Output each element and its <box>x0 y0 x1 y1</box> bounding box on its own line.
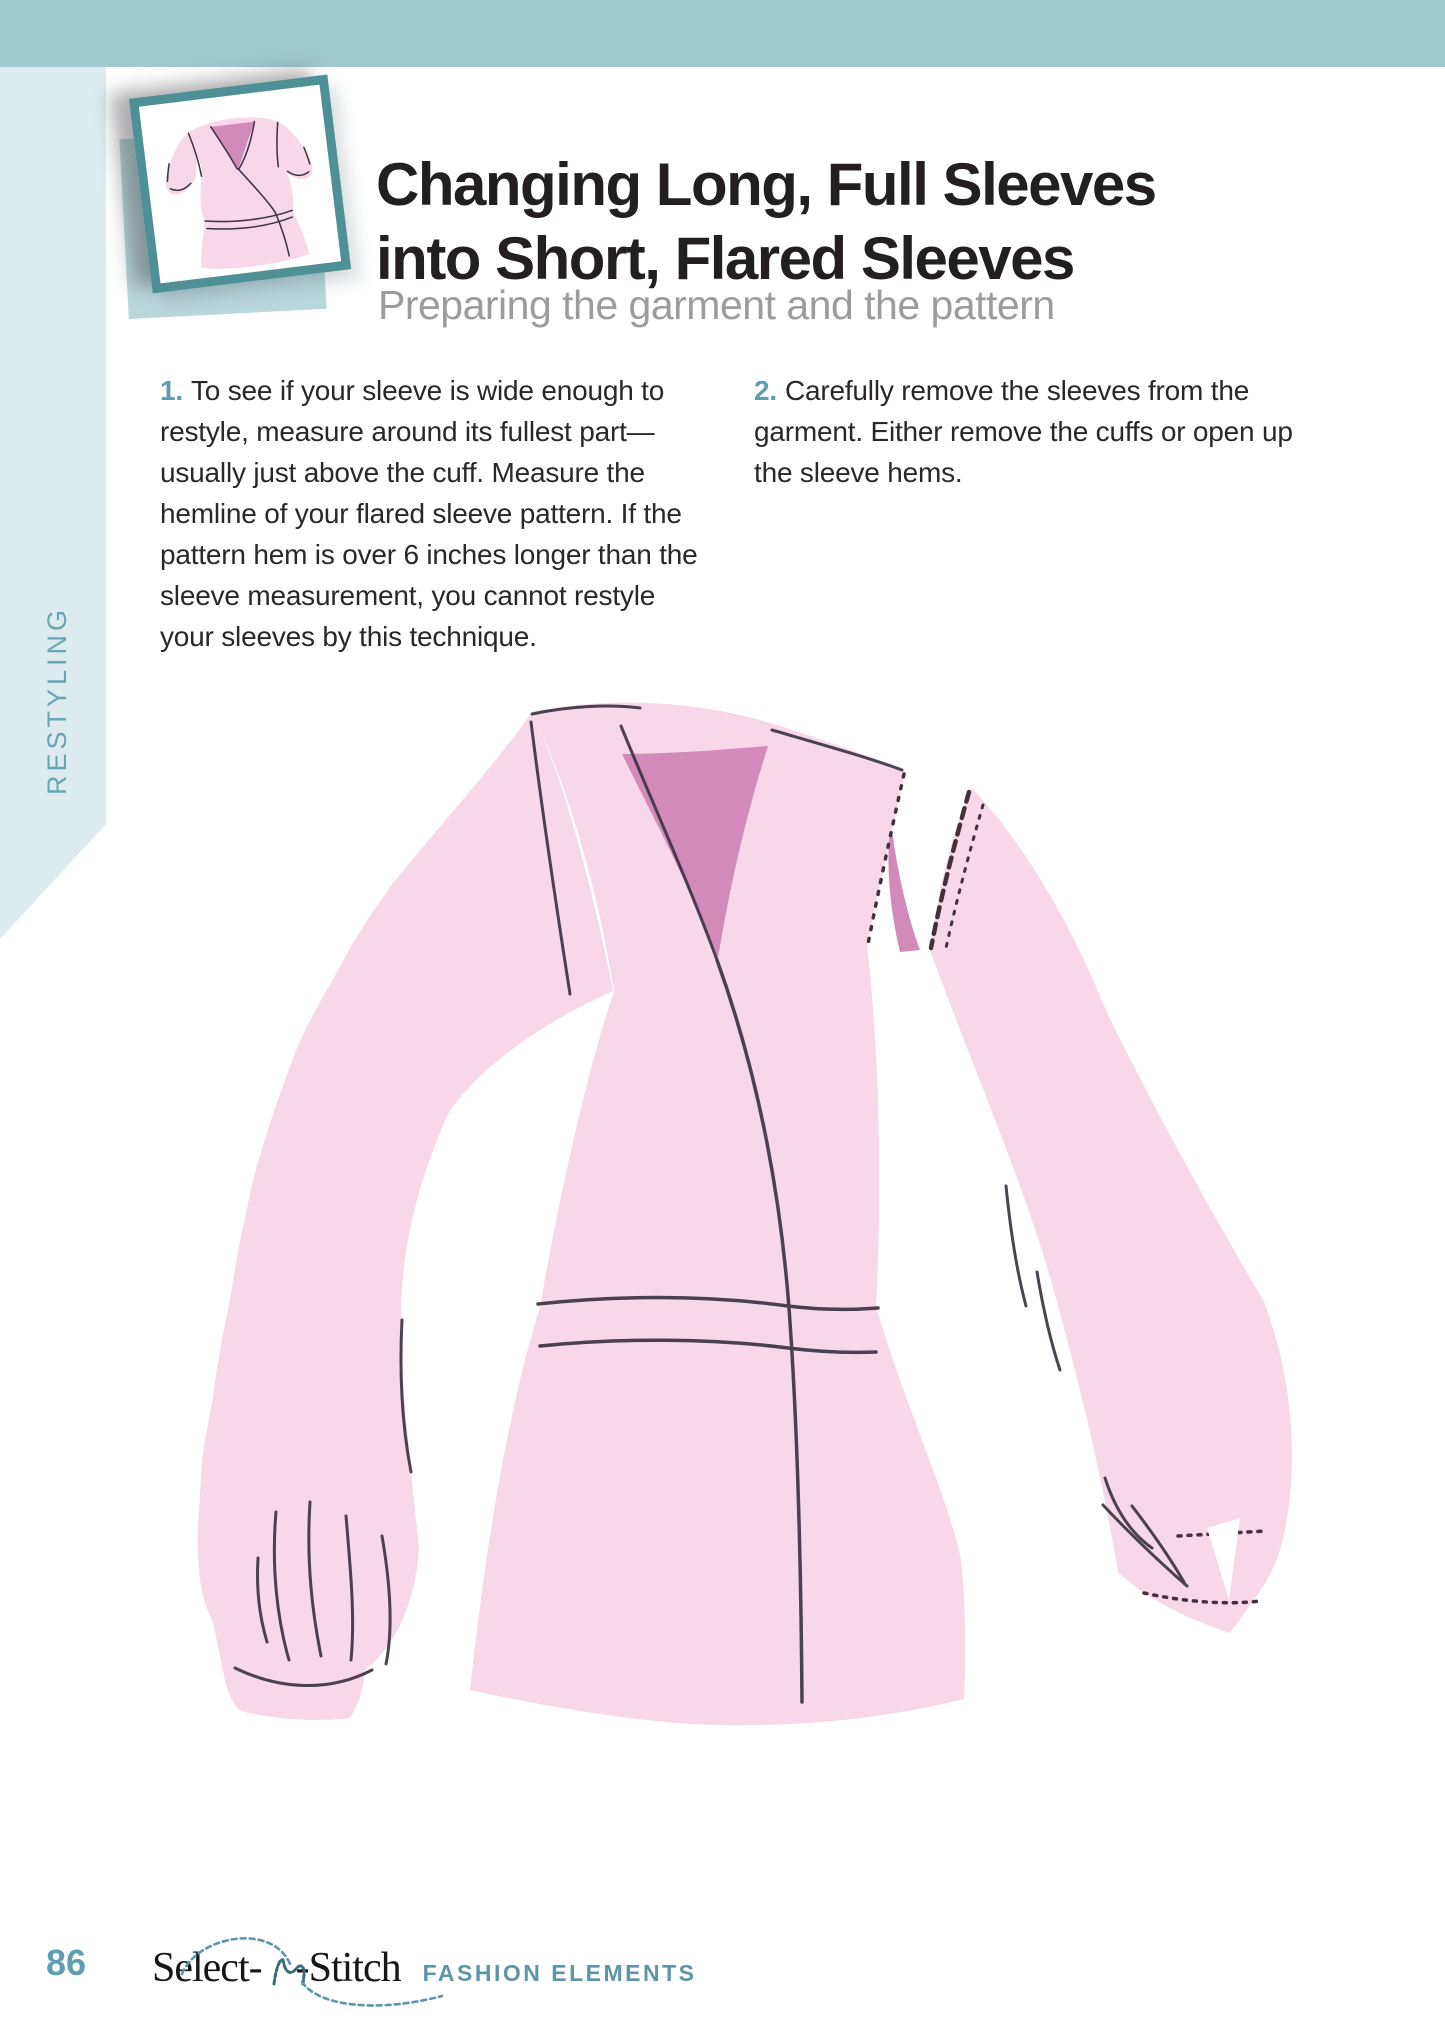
logo-prefix: Select- <box>152 1945 262 1991</box>
chapter-tab-label: RESTYLING <box>42 606 72 796</box>
step-1-text: To see if your sleeve is wide enough to restyle, measure around its fullest part—usually just above the cuff. Measure the hemline of your flared sleeve pattern. If the pattern hem is over 6 inches longer than the sleeve measurement, you cannot restyle your sleeves by this technique. <box>160 375 698 652</box>
title-line-1: Changing Long, Full Sleeves <box>376 151 1156 219</box>
step-2-paragraph <box>754 370 1306 493</box>
stitch-thread-icon <box>152 1914 482 2019</box>
wrap-blouse-illustration <box>140 630 1320 1740</box>
step-1-paragraph <box>160 370 700 657</box>
brand-tagline: FASHION ELEMENTS <box>422 1960 697 1986</box>
page-number: 86 <box>46 1942 87 1983</box>
page-top-band <box>0 0 1445 67</box>
step-2-number: 2. <box>754 375 777 406</box>
brand-logo <box>152 1944 696 2000</box>
page-title <box>376 148 1276 296</box>
page-subtitle: Preparing the garment and the pattern <box>378 282 1055 328</box>
chapter-side-tab <box>0 67 106 939</box>
step-2-text: Carefully remove the sleeves from the garment. Either remove the cuffs or open up the sleeve hems. <box>754 375 1293 488</box>
logo-suffix: -Stitch <box>295 1945 401 1991</box>
thumbnail-frame <box>129 75 351 294</box>
short-sleeve-blouse-icon <box>146 88 334 279</box>
chapter-thumbnail <box>108 76 358 336</box>
title-line-2: into Short, Flared Sleeves <box>376 225 1074 293</box>
step-1-number: 1. <box>160 375 183 406</box>
